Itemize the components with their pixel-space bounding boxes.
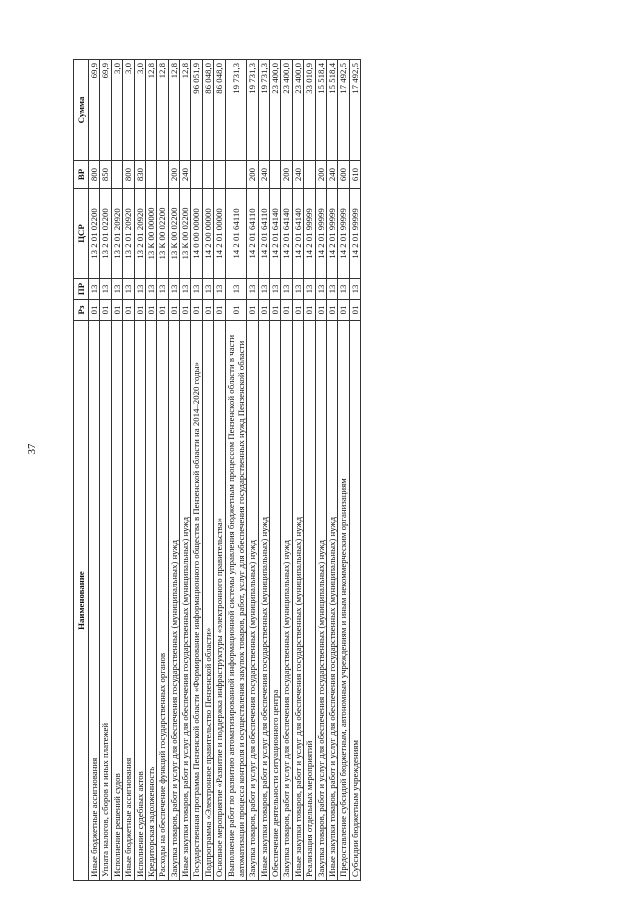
cell-sum: 12,8 bbox=[157, 60, 168, 161]
cell-rz: 01 bbox=[157, 300, 168, 321]
cell-name: Закупка товаров, работ и услуг для обеспечения государственных (муниципальных) нужд bbox=[315, 321, 326, 881]
cell-csr: 13 2 01 02200 bbox=[100, 189, 111, 279]
table-row bbox=[225, 60, 247, 881]
cell-name: Основное мероприятие «Развитие и поддержка инфраструктуры «электронного правительства» bbox=[214, 321, 225, 881]
rotated-page-content bbox=[73, 60, 583, 881]
cell-name: Подпрограмма «Электронное правительство Пензенской области» bbox=[202, 321, 213, 881]
cell-sum: 19 731,3 bbox=[225, 60, 247, 161]
table-row bbox=[315, 60, 326, 881]
table-row bbox=[145, 60, 156, 881]
cell-rz: 01 bbox=[281, 300, 292, 321]
cell-sum: 3,0 bbox=[123, 60, 134, 161]
cell-name: Иные бюджетные ассигнования bbox=[89, 321, 100, 881]
cell-csr: 14 2 01 64140 bbox=[281, 189, 292, 279]
cell-csr: 13 2 01 02200 bbox=[89, 189, 100, 279]
cell-csr: 13 2 01 20920 bbox=[123, 189, 134, 279]
cell-rz: 01 bbox=[123, 300, 134, 321]
cell-sum: 12,8 bbox=[168, 60, 179, 161]
cell-pr: 13 bbox=[349, 279, 360, 300]
cell-pr: 13 bbox=[281, 279, 292, 300]
cell-sum: 12,8 bbox=[180, 60, 191, 161]
cell-vr bbox=[214, 161, 225, 189]
cell-vr: 800 bbox=[123, 161, 134, 189]
cell-pr: 13 bbox=[202, 279, 213, 300]
table-row bbox=[338, 60, 349, 881]
header-vr: ВР bbox=[74, 161, 89, 189]
cell-name: Иные закупки товаров, работ и услуг для обеспечения государственных (муниципальных) нужд bbox=[292, 321, 303, 881]
cell-pr: 13 bbox=[315, 279, 326, 300]
cell-sum: 15 518,4 bbox=[315, 60, 326, 161]
cell-csr: 14 2 01 99999 bbox=[349, 189, 360, 279]
cell-pr: 13 bbox=[270, 279, 281, 300]
cell-rz: 01 bbox=[100, 300, 111, 321]
cell-sum: 86 048,0 bbox=[214, 60, 225, 161]
cell-vr bbox=[157, 161, 168, 189]
cell-vr: 600 bbox=[338, 161, 349, 189]
cell-vr: 240 bbox=[180, 161, 191, 189]
cell-vr: 830 bbox=[134, 161, 145, 189]
cell-rz: 01 bbox=[202, 300, 213, 321]
cell-sum: 33 010,9 bbox=[304, 60, 315, 161]
cell-pr: 13 bbox=[326, 279, 337, 300]
cell-name: Кредиторская задолженность bbox=[145, 321, 156, 881]
header-rz: Рз bbox=[74, 300, 89, 321]
cell-pr: 13 bbox=[258, 279, 269, 300]
cell-pr: 13 bbox=[157, 279, 168, 300]
cell-vr: 240 bbox=[326, 161, 337, 189]
cell-csr: 13 2 01 20920 bbox=[111, 189, 122, 279]
cell-vr: 200 bbox=[315, 161, 326, 189]
table-row bbox=[258, 60, 269, 881]
cell-vr bbox=[270, 161, 281, 189]
cell-csr: 13 К 00 02200 bbox=[180, 189, 191, 279]
table-row bbox=[123, 60, 134, 881]
cell-pr: 13 bbox=[89, 279, 100, 300]
cell-sum: 86 048,0 bbox=[202, 60, 213, 161]
cell-rz: 01 bbox=[270, 300, 281, 321]
cell-sum: 23 400,0 bbox=[292, 60, 303, 161]
cell-sum: 17 492,5 bbox=[349, 60, 360, 161]
cell-sum: 23 400,0 bbox=[281, 60, 292, 161]
table-row bbox=[180, 60, 191, 881]
cell-name: Закупка товаров, работ и услуг для обеспечения государственных (муниципальных) нужд bbox=[281, 321, 292, 881]
cell-name: Закупка товаров, работ и услуг для обеспечения государственных (муниципальных) нужд bbox=[247, 321, 258, 881]
cell-csr: 13 К 00 02200 bbox=[157, 189, 168, 279]
cell-vr bbox=[304, 161, 315, 189]
cell-name: Исполнение судебных актов bbox=[134, 321, 145, 881]
page-number: 37 bbox=[26, 443, 38, 455]
cell-rz: 01 bbox=[292, 300, 303, 321]
cell-csr: 14 2 01 64140 bbox=[270, 189, 281, 279]
cell-csr: 14 2 01 99999 bbox=[326, 189, 337, 279]
cell-rz: 01 bbox=[258, 300, 269, 321]
cell-rz: 01 bbox=[338, 300, 349, 321]
cell-vr: 240 bbox=[258, 161, 269, 189]
cell-vr: 200 bbox=[281, 161, 292, 189]
cell-sum: 96 051,9 bbox=[191, 60, 202, 161]
cell-pr: 13 bbox=[100, 279, 111, 300]
cell-pr: 13 bbox=[168, 279, 179, 300]
cell-vr bbox=[225, 161, 247, 189]
table-row bbox=[111, 60, 122, 881]
cell-name: Предоставление субсидий бюджетным, автономным учреждениям и иным некоммерческим организациям bbox=[338, 321, 349, 881]
table-row bbox=[214, 60, 225, 881]
cell-pr: 13 bbox=[145, 279, 156, 300]
cell-pr: 13 bbox=[338, 279, 349, 300]
cell-sum: 15 518,4 bbox=[326, 60, 337, 161]
cell-name: Закупка товаров, работ и услуг для обеспечения государственных (муниципальных) нужд bbox=[168, 321, 179, 881]
cell-pr: 13 bbox=[225, 279, 247, 300]
cell-rz: 01 bbox=[168, 300, 179, 321]
cell-csr: 13 К 00 00000 bbox=[145, 189, 156, 279]
cell-vr: 240 bbox=[292, 161, 303, 189]
cell-sum: 69,9 bbox=[89, 60, 100, 161]
cell-vr bbox=[111, 161, 122, 189]
cell-name: Обеспечение деятельности ситуационного центра bbox=[270, 321, 281, 881]
cell-sum: 3,0 bbox=[111, 60, 122, 161]
cell-name: Выполнение работ по развитию автоматизированной информационной системы управления бюджетным процессом Пензенской области в части автоматизации процесса контроля и осуществления закупок товаров, работ, услуг для обеспечения государственных нужд Пензенской области bbox=[225, 321, 247, 881]
cell-vr: 850 bbox=[100, 161, 111, 189]
cell-name: Субсидии бюджетным учреждениям bbox=[349, 321, 360, 881]
header-pr: ПР bbox=[74, 279, 89, 300]
cell-rz: 01 bbox=[247, 300, 258, 321]
cell-csr: 14 0 00 00000 bbox=[191, 189, 202, 279]
cell-sum: 12,8 bbox=[145, 60, 156, 161]
cell-rz: 01 bbox=[180, 300, 191, 321]
table-row bbox=[270, 60, 281, 881]
table-row bbox=[157, 60, 168, 881]
cell-rz: 01 bbox=[225, 300, 247, 321]
cell-pr: 13 bbox=[191, 279, 202, 300]
cell-rz: 01 bbox=[145, 300, 156, 321]
cell-pr: 13 bbox=[247, 279, 258, 300]
header-csr: ЦСР bbox=[74, 189, 89, 279]
cell-vr: 800 bbox=[89, 161, 100, 189]
cell-sum: 19 731,3 bbox=[258, 60, 269, 161]
cell-csr: 13 К 00 02200 bbox=[168, 189, 179, 279]
cell-name: Расходы на обеспечение функций государственных органов bbox=[157, 321, 168, 881]
cell-sum: 19 731,3 bbox=[247, 60, 258, 161]
cell-pr: 13 bbox=[123, 279, 134, 300]
cell-vr bbox=[191, 161, 202, 189]
cell-name: Исполнение решений судов bbox=[111, 321, 122, 881]
cell-vr: 200 bbox=[247, 161, 258, 189]
cell-csr: 13 2 01 20920 bbox=[134, 189, 145, 279]
cell-sum: 69,9 bbox=[100, 60, 111, 161]
cell-pr: 13 bbox=[214, 279, 225, 300]
cell-csr: 14 2 00 00000 bbox=[202, 189, 213, 279]
table-row bbox=[292, 60, 303, 881]
cell-name: Государственная программа Пензенской области «Формирование информационного общества в Пензенской области на 2014–2020 годы» bbox=[191, 321, 202, 881]
cell-csr: 14 2 01 64110 bbox=[225, 189, 247, 279]
cell-rz: 01 bbox=[191, 300, 202, 321]
table-row bbox=[247, 60, 258, 881]
header-name: Наименование bbox=[74, 321, 89, 881]
table-row bbox=[281, 60, 292, 881]
table-row bbox=[202, 60, 213, 881]
table-row bbox=[191, 60, 202, 881]
cell-csr: 14 2 01 64110 bbox=[247, 189, 258, 279]
cell-rz: 01 bbox=[315, 300, 326, 321]
table-row bbox=[326, 60, 337, 881]
cell-rz: 01 bbox=[304, 300, 315, 321]
cell-vr: 200 bbox=[168, 161, 179, 189]
cell-pr: 13 bbox=[134, 279, 145, 300]
cell-csr: 14 2 01 99999 bbox=[315, 189, 326, 279]
table-row bbox=[168, 60, 179, 881]
cell-name: Иные закупки товаров, работ и услуг для обеспечения государственных (муниципальных) нужд bbox=[180, 321, 191, 881]
cell-csr: 14 2 01 00000 bbox=[214, 189, 225, 279]
cell-rz: 01 bbox=[349, 300, 360, 321]
cell-pr: 13 bbox=[304, 279, 315, 300]
cell-rz: 01 bbox=[111, 300, 122, 321]
cell-csr: 14 2 01 99999 bbox=[338, 189, 349, 279]
cell-vr bbox=[202, 161, 213, 189]
cell-sum: 17 492,5 bbox=[338, 60, 349, 161]
cell-name: Иные закупки товаров, работ и услуг для обеспечения государственных (муниципальных) нужд bbox=[326, 321, 337, 881]
cell-sum: 23 400,0 bbox=[270, 60, 281, 161]
cell-pr: 13 bbox=[292, 279, 303, 300]
cell-name: Иные бюджетные ассигнования bbox=[123, 321, 134, 881]
cell-rz: 01 bbox=[214, 300, 225, 321]
cell-sum: 3,0 bbox=[134, 60, 145, 161]
cell-pr: 13 bbox=[111, 279, 122, 300]
cell-rz: 01 bbox=[134, 300, 145, 321]
cell-pr: 13 bbox=[180, 279, 191, 300]
cell-name: Уплата налогов, сборов и иных платежей bbox=[100, 321, 111, 881]
table-row bbox=[304, 60, 315, 881]
table-row bbox=[100, 60, 111, 881]
cell-name: Реализация отдельных мероприятий bbox=[304, 321, 315, 881]
cell-rz: 01 bbox=[89, 300, 100, 321]
table-row bbox=[134, 60, 145, 881]
cell-csr: 14 2 01 64110 bbox=[258, 189, 269, 279]
cell-vr: 610 bbox=[349, 161, 360, 189]
cell-vr bbox=[145, 161, 156, 189]
budget-table bbox=[73, 59, 361, 881]
cell-csr: 14 2 01 64140 bbox=[292, 189, 303, 279]
cell-csr: 14 2 01 99999 bbox=[304, 189, 315, 279]
table-row bbox=[349, 60, 360, 881]
cell-rz: 01 bbox=[326, 300, 337, 321]
cell-name: Иные закупки товаров, работ и услуг для обеспечения государственных (муниципальных) нужд bbox=[258, 321, 269, 881]
table-header-row bbox=[74, 60, 89, 881]
table-row bbox=[89, 60, 100, 881]
header-sum: Сумма bbox=[74, 60, 89, 161]
